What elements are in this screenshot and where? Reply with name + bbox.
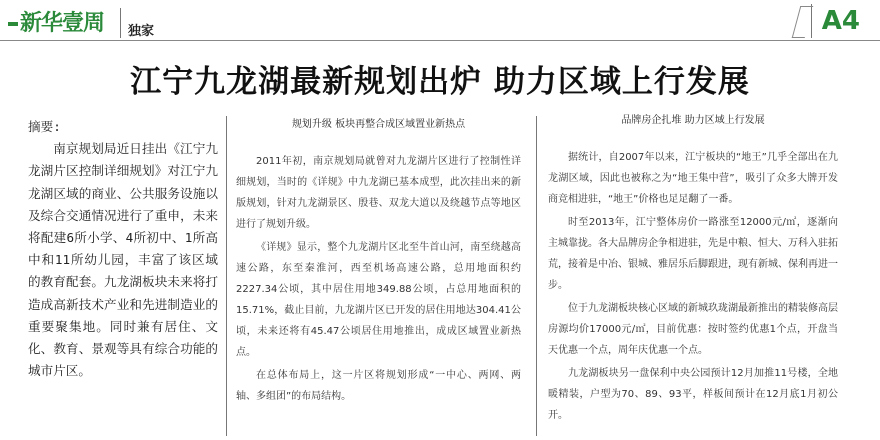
header-rule: [0, 40, 880, 41]
column-2-heading: 品牌房企扎堆 助力区域上行发展: [621, 115, 765, 126]
section-label: 独家: [128, 24, 155, 39]
column-1-paragraph: 《详规》显示，整个九龙湖片区北至牛首山河，南至绕越高速公路，东至秦淮河，西至机场高速公路，总用地面积约2227.34公顷，其中居住用地349.88公顷，占总用地面积的15.71%，截止目前，九龙湖片区已开发的居住用地达304.41公顷，未来还将有45.47公顷居住用地推出，成成区域置业新热点。: [236, 242, 521, 358]
page-header: [0, 0, 880, 48]
abstract-label: 摘要:: [28, 119, 61, 134]
abstract-block: [28, 116, 218, 382]
brand-logo: [8, 6, 104, 37]
column-1-paragraph: 在总体布局上，这一片区将规划形成“一中心、两网、两轴、多组团”的布局结构。: [236, 370, 521, 402]
column-1-paragraph: 2011年初，南京规划局就曾对九龙湖片区进行了控制性详细规划，当时的《详规》中九龙湖已基本成型，此次挂出来的新版规划，针对九龙湖景区、殷巷、双龙大道以及绕越节点等地区进行了规划升级。: [236, 156, 521, 230]
logo-dash: [8, 22, 18, 26]
header-divider: [120, 8, 121, 38]
column-2-paragraph: 据统计，自2007年以来，江宁板块的“地王”几乎全部出在九龙湖区域，因此也被称之为“地王集中营”，吸引了众多大牌开发商竞相进驻，“地王”价格也足足翻了一番。: [548, 152, 838, 205]
article-column-1: [236, 114, 521, 409]
column-divider-2: [536, 116, 537, 436]
article-column-2: [548, 110, 838, 428]
column-2-paragraph: 时至2013年，江宁整体房价一路涨至12000元/㎡，逐渐向主城靠拢。各大品牌房企争相进驻，先是中粮、恒大、万科入驻拓荒，接着是中冶、银城、雅居乐后脚跟进，现有新城、保利再进一步。: [548, 217, 838, 291]
logo-text: 新华壹周: [20, 11, 105, 36]
abstract-text: 南京规划局近日挂出《江宁九龙湖片区控制详细规划》对江宁九龙湖区域的商业、公共服务设施以及综合交通情况进行了重申，未来将配建6所小学、4所初中、1所高中和11所幼儿园，丰富了该区域的教育配套。九龙湖板块未来将打造成高新技术产业和先进制造业的重要聚集地。同时兼有居住、文化、教育、景观等具有综合功能的城市片区。: [28, 141, 218, 379]
column-1-heading: 规划升级 板块再整合成区域置业新热点: [291, 119, 466, 130]
article-headline: 江宁九龙湖最新规划出炉 助力区域上行发展: [130, 64, 750, 100]
column-2-paragraph: 位于九龙湖板块核心区域的新城玖珑湖最新推出的精装修高层房源均价17000元/㎡，目前优惠：按时签约优惠1个点，开盘当天优惠一个点，周年庆优惠一个点。: [548, 303, 838, 356]
page-number: A4: [811, 4, 860, 38]
column-2-paragraph: 九龙湖板块另一盘保利中央公园预计12月加推11号楼，全地暖精装，户型为70、89、93平，样板间预计在12月底1月初公开。: [548, 368, 838, 421]
column-divider-1: [226, 116, 227, 436]
